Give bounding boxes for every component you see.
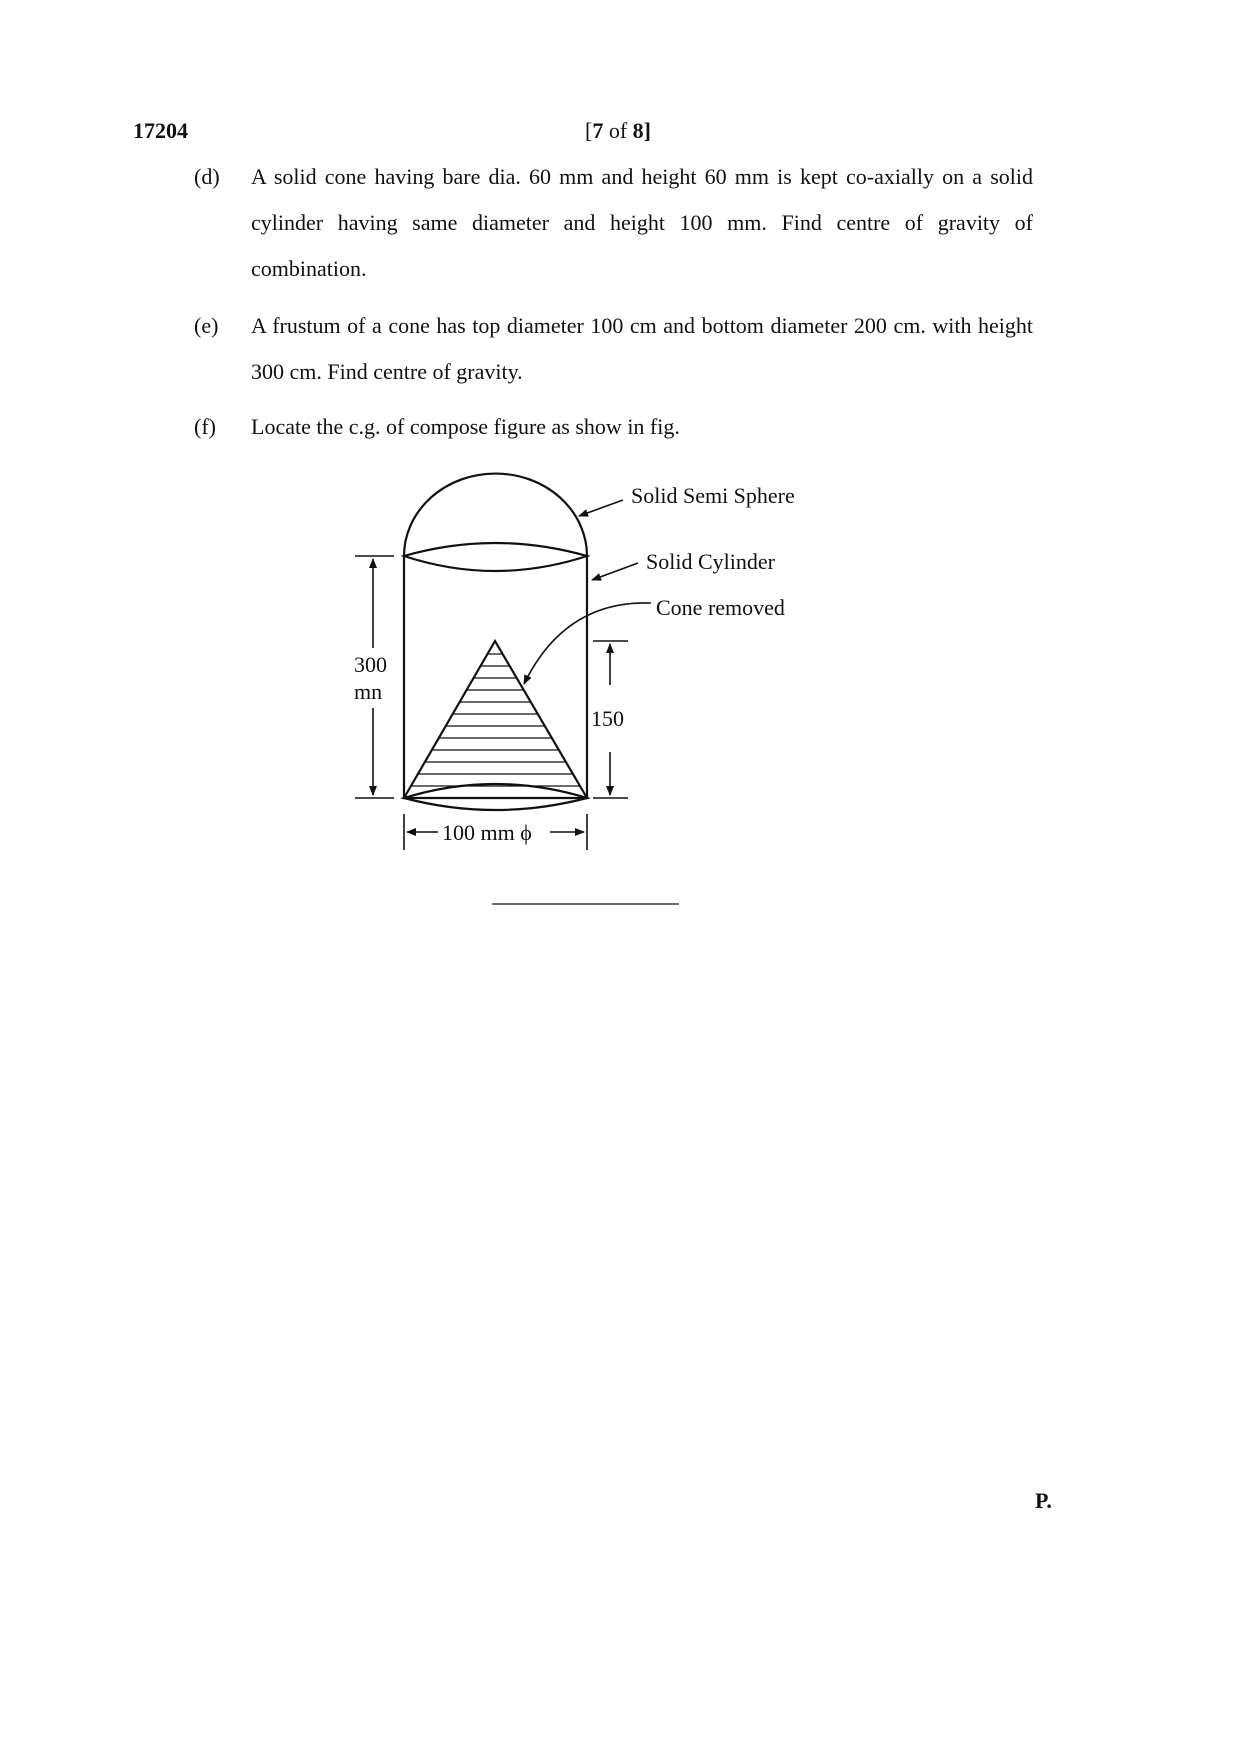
- page-of: of: [603, 118, 633, 143]
- paper-code: 17204: [133, 118, 188, 143]
- question-d-label: (d): [194, 164, 220, 189]
- page-total: 8: [632, 118, 644, 143]
- page-current: 7: [592, 118, 604, 143]
- height-dim-unit: mn: [354, 679, 383, 704]
- height-dim-value: 300: [354, 652, 387, 677]
- question-e-label: (e): [194, 313, 219, 338]
- page-suffix: ]: [643, 118, 651, 143]
- question-f-text: Locate the c.g. of compose figure as show in fig.: [251, 414, 680, 439]
- leader-cylinder: [592, 563, 638, 580]
- label-cone: Cone removed: [656, 595, 785, 620]
- question-d-text: A solid cone having bare dia. 60 mm and height 60 mm is kept co-axially on a solid cylinder having same diameter and height 100 mm. Find centre of gravity of combination.: [251, 164, 1033, 281]
- page-prefix: [: [585, 118, 593, 143]
- cone-hatching: [400, 654, 590, 786]
- cylinder-top-ellipse: [404, 543, 587, 571]
- diameter-dim-value: 100 mm ϕ: [442, 820, 532, 845]
- question-f-label: (f): [194, 414, 216, 439]
- question-e-text: A frustum of a cone has top diameter 100 cm and bottom diameter 200 cm. with height 300 cm. Find centre of gravity.: [251, 313, 1033, 384]
- page-turn-mark: P.: [1035, 1488, 1052, 1513]
- label-semi-sphere: Solid Semi Sphere: [631, 483, 795, 508]
- leader-semi-sphere: [579, 500, 623, 516]
- label-cylinder: Solid Cylinder: [646, 549, 775, 574]
- cone-dim-value: 150: [591, 706, 624, 731]
